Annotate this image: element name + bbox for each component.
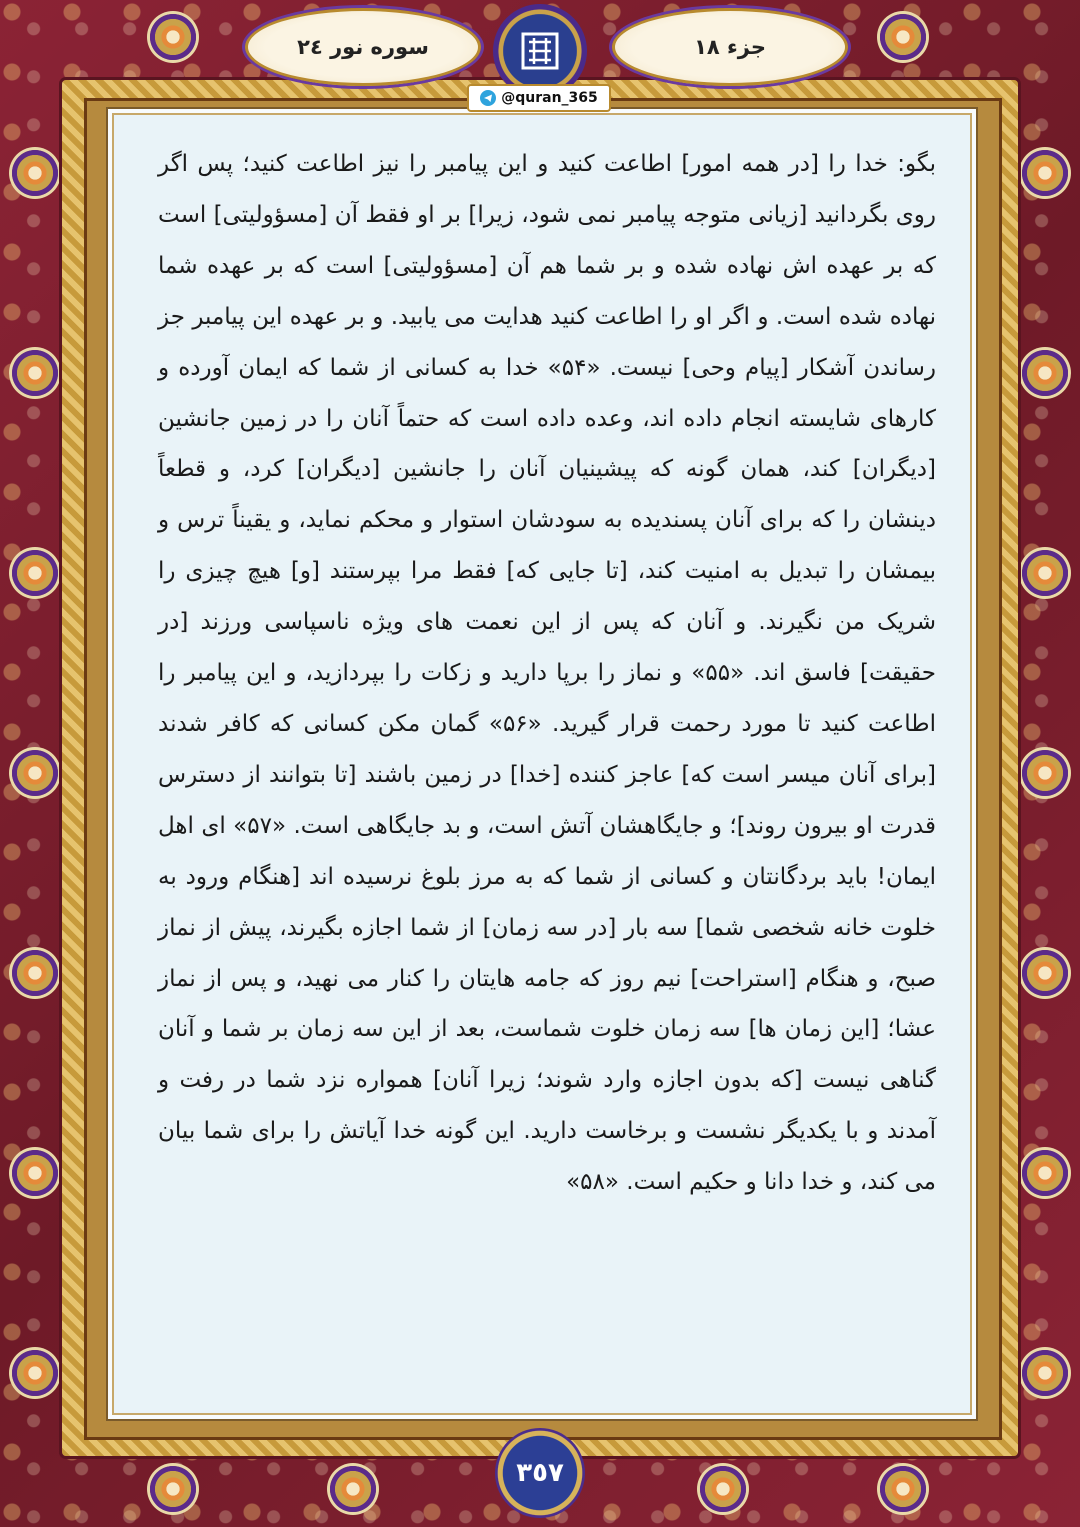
- surah-cartouche: [245, 8, 481, 86]
- frame-rosette: [1022, 350, 1068, 396]
- frame-rosette: [700, 1466, 746, 1512]
- frame-rosette: [880, 14, 926, 60]
- frame-rosette: [12, 150, 58, 196]
- frame-rosette: [12, 350, 58, 396]
- telegram-icon: [480, 90, 496, 106]
- frame-rosette: [880, 1466, 926, 1512]
- emblem-glyph-icon: [517, 28, 563, 74]
- frame-rosette: [12, 750, 58, 796]
- juz-label: جزء ١٨: [694, 35, 766, 59]
- frame-rosette: [150, 1466, 196, 1512]
- text-panel: [106, 107, 978, 1421]
- frame-rosette: [330, 1466, 376, 1512]
- juz-cartouche: [612, 8, 848, 86]
- frame-rosette: [1022, 750, 1068, 796]
- frame-rosette: [1022, 550, 1068, 596]
- frame-rosette: [12, 1150, 58, 1196]
- verse-translation: بگو: خدا را [در همه امور] اطاعت کنید و این پیامبر را نیز اطاعت کنید؛ پس اگر روی بگردانید [زیانی متوجه پیامبر نمی شود، زیرا] بر او فقط آن [مسؤولیتی] است که بر عهده اش نهاده شده و بر شما هم آن [مسؤولیتی] است که بر عهده شما نهاده شده است. و اگر او را اطاعت کنید هدایت می یابید. و بر عهده این پیامبر جز رساندن آشکار [پیام وحی] نیست. «۵۴» خدا به کسانی از شما که ایمان آورده و کارهای شایسته انجام داده اند، وعده داده است که حتماً آنان را در زمین جانشین [دیگران] کند، همان گونه که پیشینیان آنان را جانشین [دیگران] کرد، و قطعاً دینشان را که برای آنان پسندیده به سودشان استوار و محکم نماید، و یقیناً ترس و بیمشان را تبدیل به امنیت کند، [تا جایی که] فقط مرا بپرستند [و] هیچ چیزی را شریک من نگیرند. و آنان که پس از این نعمت های ویژه ناسپاسی ورزند [در حقیقت] فاسق اند. «۵۵» و نماز را برپا دارید و زکات را بپردازید، و این پیامبر را اطاعت کنید تا مورد رحمت قرار گیرید. «۵۶» گمان مکن کسانی که کافر شدند [برای آنان میسر است که] عاجز کننده [خدا] در زمین باشند [تا بتوانند از دسترس قدرت او بیرون روند]؛ و جایگاهشان آتش است، و بد جایگاهی است. «۵۷» ای اهل ایمان! باید بردگانتان و کسانی از شما که به مرز بلوغ نرسیده اند [هنگام ورود به خلوت خانه شخصی شما] سه بار [در سه زمان] از شما اجازه بگیرند، پیش از نماز صبح، و هنگام [استراحت] نیم روز که جامه هایتان را کنار می نهید، و پس از نماز عشا؛ [این زمان ها] سه زمان خلوت شماست، بعد از این سه زمان بر شما و آنان گناهی نیست [که بدون اجازه وارد شوند؛ زیرا آنان] همواره نزد شما در رفت و آمدند و با یکدیگر نشست و برخاست دارید. این گونه خدا آیاتش را برای شما بیان می کند، و خدا دانا و حکیم است. «۵۸»: [158, 151, 936, 1196]
- frame-rosette: [12, 950, 58, 996]
- frame-rosette: [1022, 950, 1068, 996]
- page-number: ٣٥٧: [516, 1458, 564, 1488]
- channel-handle: @quran_365: [501, 90, 598, 106]
- surah-label: سوره نور ٢٤: [297, 35, 429, 59]
- frame-rosette: [1022, 150, 1068, 196]
- frame-rosette: [12, 550, 58, 596]
- frame-rosette: [150, 14, 196, 60]
- page-number-badge: [495, 1428, 585, 1518]
- frame-rosette: [12, 1350, 58, 1396]
- channel-handle-badge: [467, 84, 611, 112]
- frame-rosette: [1022, 1150, 1068, 1196]
- frame-rosette: [1022, 1350, 1068, 1396]
